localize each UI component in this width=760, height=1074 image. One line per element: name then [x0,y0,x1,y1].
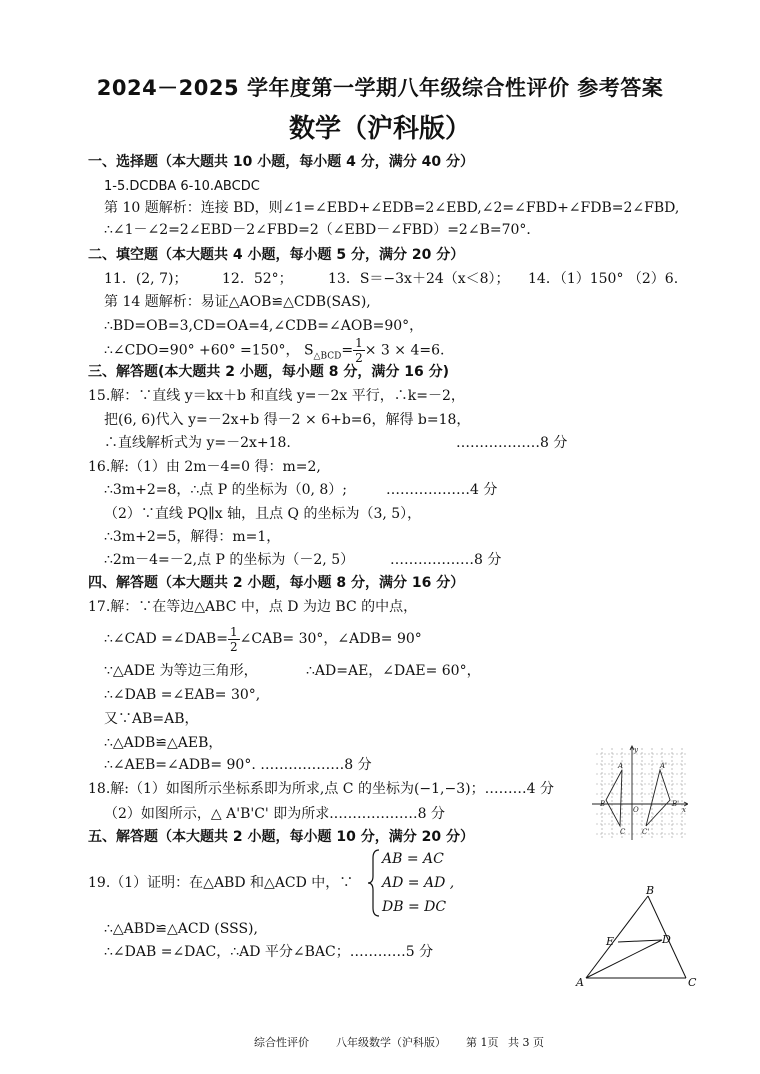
q14-explain-text: ∴∠CDO=90° +60° =150°， S [104,342,314,359]
q17-line3: ∵△ADE 为等边三角形， [104,663,258,679]
q16-line1: 16.解:（1）由 2m－4=0 得：m=2, [88,459,321,475]
label-b-prime: B' [672,800,680,808]
page-subtitle: 数学（沪科版） [288,114,471,144]
q14-equals: = [341,342,354,359]
mc-answers: 1-5.DCDBA 6-10.ABCDC [104,179,260,194]
fraction-denominator: 2 [229,639,238,654]
fraction-numerator: 1 [229,624,238,639]
fraction-numerator: 1 [355,336,363,350]
label-e: E [606,935,615,948]
q14-area-subscript: △BCD [313,351,342,362]
q10-explain-line1: 第 10 题解析：连接 BD，则∠1=∠EBD+∠EDB=2∠EBD,∠2=∠FBD+∠FDB=2∠FBD, [104,200,680,216]
q14-explain-line1: 第 14 题解析：易证△AOB≌△CDB(SAS), [104,294,371,310]
label-c-prime: C' [642,828,650,836]
fraction-half [228,625,240,654]
q17-line2-rest: ∠CAB= 30°，∠ADB= 90° [239,631,422,647]
q19-line2: ∴△ABD≌△ACD (SSS), [104,921,258,937]
fraction-denominator: 2 [355,351,363,365]
label-a-prime: A' [660,762,667,770]
q19-line1: 19.（1）证明：在△ABD 和△ACD 中，∵ [88,875,354,891]
q17-line1: 17.解：∵在等边△ABC 中，点 D 为边 BC 的中点， [88,599,418,615]
q16-line4: ∴3m+2=5，解得：m=1， [104,529,281,545]
section-heading-2: 二、填空题（本大题共 4 小题，每小题 5 分，满分 20 分） [88,247,465,263]
triangle-figure [574,884,704,990]
q17-line4: ∴∠DAB =∠EAB= 30°, [104,687,261,703]
q18-line2: （2）如图所示，△ A'B'C' 即为所求.………………8 分 [104,806,446,822]
label-b: B [646,884,655,897]
label-d: D [662,933,671,946]
footer-page: 第 1页 [466,1036,499,1049]
q18-line1: 18.解:（1）如图所示坐标系即为所求,点 C 的坐标为(−1,−3)；………4 分 [88,781,554,797]
q17-line2-text: ∴∠CAD =∠DAB= [104,631,228,647]
section-heading-3: 三、解答题(本大题共 2 小题，每小题 8 分，满分 16 分) [88,364,450,380]
q15-line2: 把(6, 6)代入 y=－2x+b 得－2 × 6+b=6，解得 b=18， [104,412,471,428]
system-eq-3: DB = DC [382,899,447,915]
coordinate-grid-figure [592,744,688,840]
label-c: C [688,976,697,989]
q16-points-1: ………………4 分 [386,482,498,498]
section-heading-5: 五、解答题（本大题共 2 小题，每小题 10 分，满分 20 分） [88,829,474,845]
q16-line2: ∴3m+2=8，∴点 P 的坐标为（0, 8）; [104,482,348,498]
q15-line1: 15.解：∵直线 y＝kx＋b 和直线 y=－2x 平行，∴k=－2， [88,388,465,404]
q17-line3b: ∴AD=AE，∠DAE= 60°， [306,663,481,679]
system-brace [367,848,381,918]
label-c: C [620,828,626,836]
label-b: B [600,800,606,808]
page-title: 2024－2025 学年度第一学期八年级综合性评价 参考答案 [96,76,664,100]
label-origin: O [633,806,639,814]
answer-14: 14．（1）150° （2）6. [528,271,679,287]
q17-line7: ∴∠AEB=∠ADB= 90°. ………………8 分 [104,757,372,773]
q17-line5: 又∵AB=AB， [104,711,199,727]
answer-12: 12．52°； [222,271,293,287]
q16-points-2: ………………8 分 [390,552,502,568]
label-x-axis: x [682,806,686,814]
footer-left: 综合性评价 [254,1036,309,1049]
q16-line5: ∴2m－4=－2,点 P 的坐标为（－2, 5） [104,552,355,568]
label-y-axis: y [634,746,638,754]
q17-line6: ∴△ADB≌△AEB， [104,735,223,751]
q19-line3: ∴∠DAB =∠DAC，∴AD 平分∠BAC；…………5 分 [104,944,434,960]
q14-explain-result: × 3 × 4=6. [364,342,445,359]
fraction-half [353,336,365,365]
footer-total: 共 3 页 [508,1036,544,1049]
q17-line2 [104,624,422,654]
q16-line3: （2）∵直线 PQ∥x 轴，且点 Q 的坐标为（3, 5）， [104,506,422,522]
section-heading-4: 四、解答题（本大题共 2 小题，每小题 8 分，满分 16 分） [88,575,465,591]
system-eq-2: AD = AD , [382,875,455,891]
q15-line3: ∴直线解析式为 y=－2x+18. [104,435,291,451]
label-a: A [618,762,624,770]
system-eq-1: AB = AC [382,851,444,867]
q14-explain-line2: ∴BD=OB=3,CD=OA=4,∠CDB=∠AOB=90°， [104,318,424,334]
answer-13: 13．S＝−3x＋24（x＜8）； [328,271,510,287]
section-heading-1: 一、选择题（本大题共 10 小题，每小题 4 分，满分 40 分） [88,154,474,170]
answer-11: 11．(2, 7)； [104,271,188,287]
label-a: A [576,976,584,989]
q15-points: ………………8 分 [456,435,568,451]
q10-explain-line2: ∴∠1－∠2=2∠EBD－2∠FBD=2（∠EBD－∠FBD）=2∠B=70°． [104,222,541,238]
footer-mid: 八年级数学（沪科版） [336,1036,446,1049]
